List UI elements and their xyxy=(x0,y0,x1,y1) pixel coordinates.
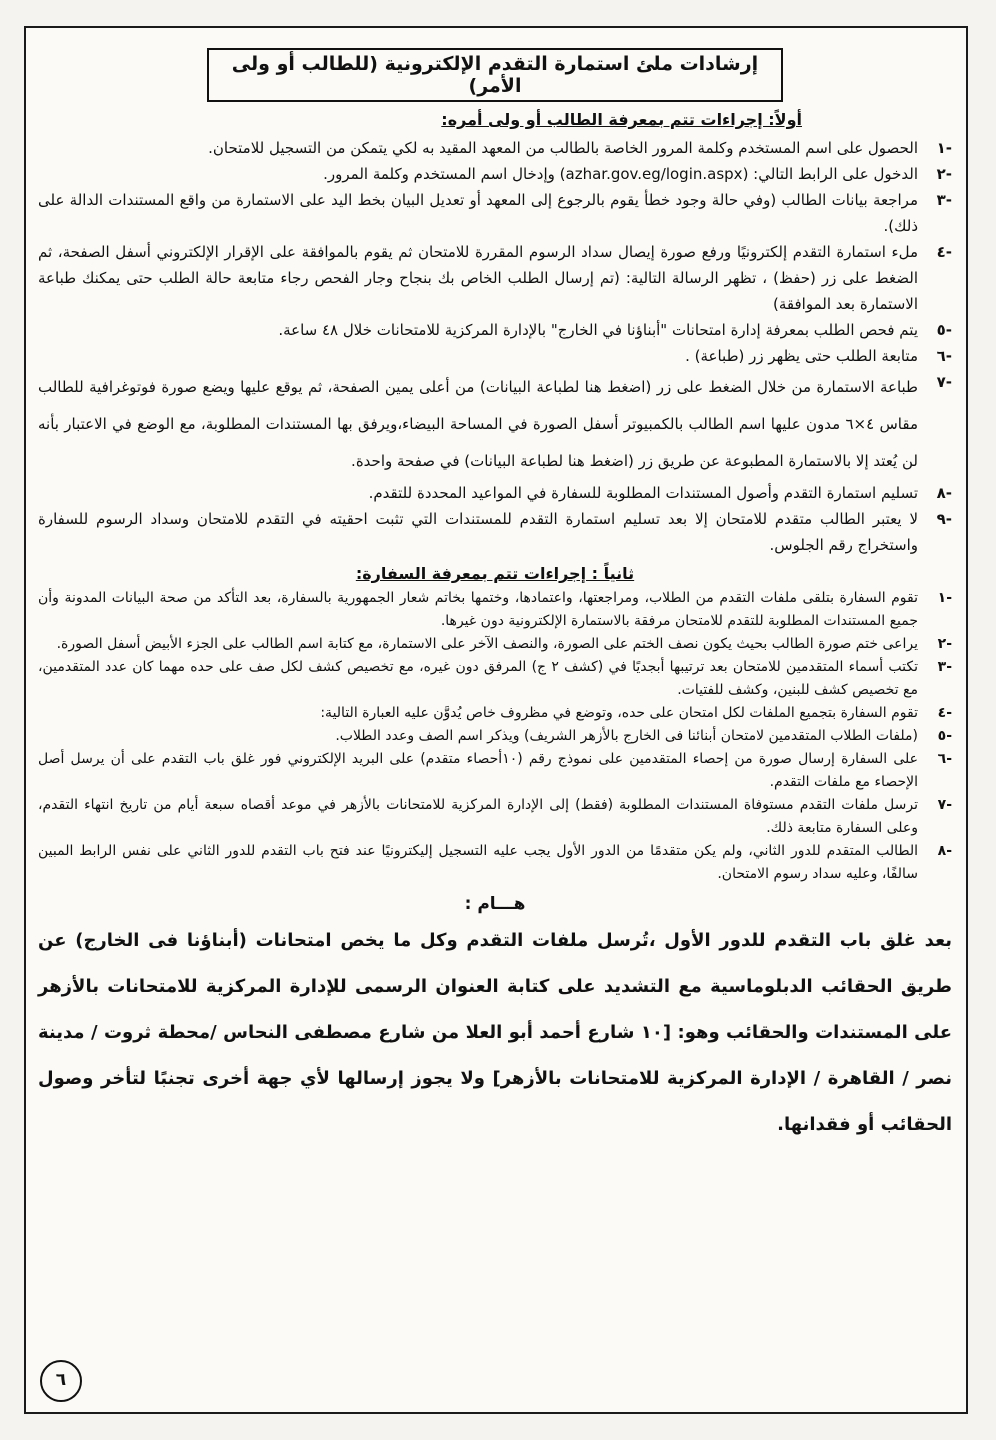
list-item xyxy=(38,656,952,702)
document-page xyxy=(24,26,968,1414)
item-text: مراجعة بيانات الطالب (وفي حالة وجود خطأ يقوم بالرجوع إلى المعهد أو تعديل البيان بخط اليد على الاستمارة من واقع المستندات الدالة على ذلك). xyxy=(38,191,918,235)
section-2-list xyxy=(38,587,952,886)
list-item xyxy=(38,587,952,633)
list-item xyxy=(38,369,952,480)
item-number: -٤ xyxy=(937,705,952,721)
list-item xyxy=(38,748,952,794)
list-item xyxy=(38,135,952,161)
item-number: -٦ xyxy=(936,347,952,365)
list-item xyxy=(38,633,952,656)
item-number: -٥ xyxy=(937,728,952,744)
item-number: -٦ xyxy=(937,751,952,767)
item-number: -٣ xyxy=(937,659,952,675)
list-item xyxy=(38,480,952,506)
document-body xyxy=(38,28,952,1412)
item-number: -٨ xyxy=(937,843,952,859)
item-number: -٧ xyxy=(937,797,952,813)
item-number: -٣ xyxy=(936,191,952,209)
list-item xyxy=(38,187,952,239)
item-text: (ملفات الطلاب المتقدمين لامتحان أبنائنا فى الخارج بالأزهر الشريف) ويذكر اسم الصف وعدد الطلاب. xyxy=(335,728,918,744)
list-item xyxy=(38,506,952,558)
item-number: -٧ xyxy=(936,373,952,391)
item-text: ملء استمارة التقدم إلكترونيًا ورفع صورة إيصال سداد الرسوم المقررة للامتحان ثم يقوم بالموافقة على الإقرار الإلكتروني أسفل الصفحة، ثم الضغط على زر (حفظ) ، تظهر الرسالة التالية: (تم إرسال الطلب الخاص بك بنجاح وجار الفحص رجاء متابعة حالة الطلب حتى يمكنك طباعة الاستمارة بعد الموافقة) xyxy=(38,243,918,313)
item-number: -٨ xyxy=(936,484,952,502)
item-number: -١ xyxy=(937,590,952,606)
item-number: -١ xyxy=(936,139,952,157)
item-number: -٢ xyxy=(937,636,952,652)
item-text: تقوم السفارة بتجميع الملفات لكل امتحان على حده، وتوضع في مظروف خاص يُدوَّن عليه العبارة التالية: xyxy=(320,705,918,721)
item-text: الحصول على اسم المستخدم وكلمة المرور الخاصة بالطالب من المعهد المقيد به لكي يتمكن من التسجيل للامتحان. xyxy=(208,139,918,157)
list-item xyxy=(38,840,952,886)
important-notice: بعد غلق باب التقدم للدور الأول ،تُرسل ملفات التقدم وكل ما يخص امتحانات (أبناؤنا فى الخارج) عن طريق الحقائب الدبلوماسية مع التشديد على كتابة العنوان الرسمى للإدارة المركزية للامتحانات بالأزهر على المستندات والحقائب وهو: [١٠ شارع أحمد أبو العلا من شارع مصطفى النحاس /محطة ثروت / مدينة نصر / القاهرة / الإدارة المركزية للامتحانات بالأزهر] ولا يجوز إرسالها لأي جهة أخرى تجنبًا لتأخر وصول الحقائب أو فقدانها. xyxy=(38,930,952,1135)
item-text: تقوم السفارة بتلقى ملفات التقدم من الطلاب، ومراجعتها، واعتمادها، وختمها بخاتم شعار الجمهورية بالسفارة، بعد التأكد من صحة البيانات المدونة وأن جميع المستندات المطلوبة للتقدم للامتحان مرفقة بالاستمارة الإلكترونية دون غيرها. xyxy=(38,590,918,629)
item-number: -٢ xyxy=(936,165,952,183)
item-text: على السفارة إرسال صورة من إحصاء المتقدمين على نموذج رقم (١٠أحصاء متقدم) على البريد الإلكتروني فور غلق باب التقدم على أن يرسل أصل الإحصاء مع ملفات التقدم. xyxy=(38,751,918,790)
item-text: ترسل ملفات التقدم مستوفاة المستندات المطلوبة (فقط) إلى الإدارة المركزية للامتحانات بالأزهر في موعد أقصاه سبعة أيام من تاريخ انتهاء التقدم، وعلى السفارة متابعة ذلك. xyxy=(38,797,918,836)
list-item xyxy=(38,343,952,369)
document-title: إرشادات ملئ استمارة التقدم الإلكترونية (للطالب أو ولى الأمر) xyxy=(207,48,783,102)
page-number: ٦ xyxy=(40,1360,82,1402)
list-item xyxy=(38,239,952,317)
section-1-heading: أولاً: إجراءات تتم بمعرفة الطالب أو ولى أمره: xyxy=(441,110,802,129)
item-text: الدخول على الرابط التالي: (azhar.gov.eg/login.aspx) وإدخال اسم المستخدم وكلمة المرور. xyxy=(323,165,918,183)
list-item xyxy=(38,317,952,343)
item-text: الطالب المتقدم للدور الثاني، ولم يكن متقدمًا من الدور الأول يجب عليه التسجيل إليكترونيًا عند فتح باب التقدم للدور الثاني على نفس الرابط المبين سالفًا، وعليه سداد رسوم الامتحان. xyxy=(38,843,918,882)
item-text: تكتب أسماء المتقدمين للامتحان بعد ترتيبها أبجديًا في (كشف ٢ ج) المرفق دون غيره، مع تخصيص كشف لكل صف على حده مهما كان عدد المتقدمين، مع تخصيص كشف للبنين، وكشف للفتيات. xyxy=(38,659,918,698)
item-number: -٤ xyxy=(936,243,952,261)
item-number: -٥ xyxy=(936,321,952,339)
list-item xyxy=(38,794,952,840)
item-text: يراعى ختم صورة الطالب بحيث يكون نصف الختم على الصورة، والنصف الآخر على الاستمارة، مع كتابة اسم الطالب على الجزء الأبيض أسفل الصورة. xyxy=(56,636,918,652)
list-item xyxy=(38,702,952,725)
list-item xyxy=(38,161,952,187)
section-2-heading: ثانياً : إجراءات تتم بمعرفة السفارة: xyxy=(355,564,635,583)
section-1-list xyxy=(38,135,952,558)
item-number: -٩ xyxy=(936,510,952,528)
important-heading: هـــام : xyxy=(464,894,526,914)
item-text: طباعة الاستمارة من خلال الضغط على زر (اضغط هنا لطباعة البيانات) من أعلى يمين الصفحة، ثم يوقع عليها ويضع صورة فوتوغرافية للطالب مقاس ٤×٦ مدون عليها اسم الطالب بالكمبيوتر أسفل الصورة في المساحة البيضاء،ويرفق بها المستندات المطلوبة، مع الوضع في الاعتبار بأنه لن يُعتد إلا بالاستمارة المطبوعة عن طريق زر (اضغط هنا لطباعة البيانات) في صفحة واحدة. xyxy=(38,378,918,470)
item-text: متابعة الطلب حتى يظهر زر (طباعة) . xyxy=(685,347,918,365)
item-text: لا يعتبر الطالب متقدم للامتحان إلا بعد تسليم استمارة التقدم للمستندات التي تثبت احقيته في التقدم للامتحان وسداد الرسوم للسفارة واستخراج رقم الجلوس. xyxy=(38,510,918,554)
list-item xyxy=(38,725,952,748)
item-text: تسليم استمارة التقدم وأصول المستندات المطلوبة للسفارة في المواعيد المحددة للتقدم. xyxy=(368,484,918,502)
item-text: يتم فحص الطلب بمعرفة إدارة امتحانات "أبناؤنا في الخارج" بالإدارة المركزية للامتحانات خلال ٤٨ ساعة. xyxy=(278,321,918,339)
